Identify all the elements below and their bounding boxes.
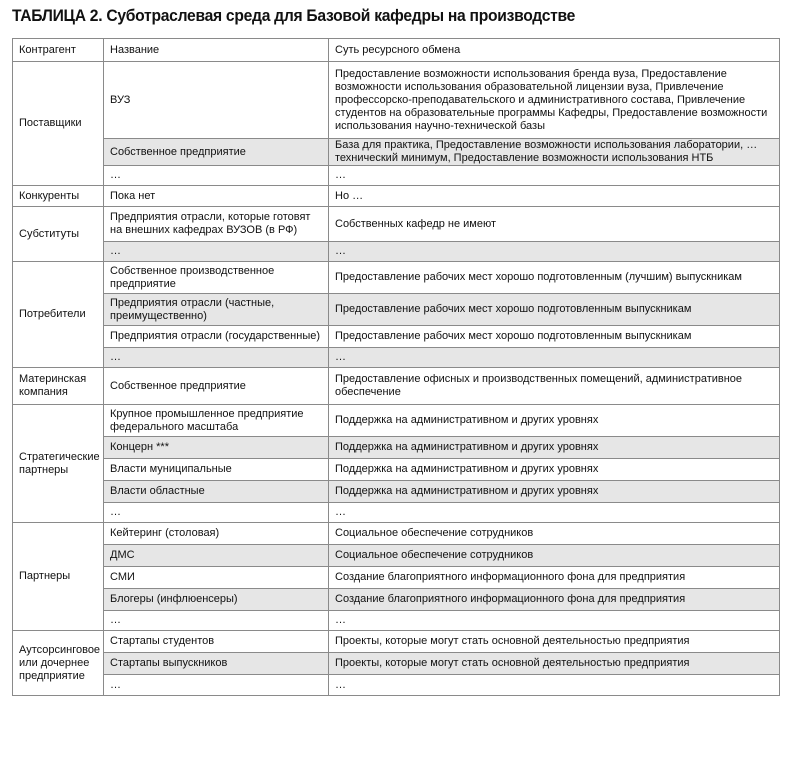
name-cell: … — [104, 503, 329, 523]
resource-exchange-cell: Предоставление рабочих мест хорошо подготовленным выпускникам — [329, 326, 780, 348]
resource-exchange-cell: Предоставление рабочих мест хорошо подготовленным (лучшим) выпускникам — [329, 262, 780, 294]
resource-exchange-cell: Предоставление возможности использования бренда вуза, Предоставление возможности использования образовательной лицензии вуза, Привлечение профессорско-преподавательского и административного состава, Привлечение студентов на образовательные программы Кафедры, Предоставление возможности использования научно-технической базы — [329, 62, 780, 139]
table-row — [13, 242, 780, 262]
table-row — [13, 675, 780, 696]
resource-exchange-cell: … — [329, 166, 780, 186]
header-counterparty: Контрагент — [13, 39, 104, 62]
name-cell: Власти областные — [104, 481, 329, 503]
name-cell: … — [104, 611, 329, 631]
counterparty-cell: Потребители — [13, 262, 104, 368]
table-row — [13, 589, 780, 611]
counterparty-cell: Аутсорсинговое или дочернее предприятие — [13, 631, 104, 696]
table-row — [13, 631, 780, 653]
name-cell: СМИ — [104, 567, 329, 589]
table-row — [13, 294, 780, 326]
resource-exchange-cell: Поддержка на административном и других уровнях — [329, 481, 780, 503]
name-cell: Пока нет — [104, 186, 329, 207]
resource-exchange-cell: … — [329, 611, 780, 631]
table-row — [13, 207, 780, 242]
name-cell: … — [104, 675, 329, 696]
resource-exchange-cell: Проекты, которые могут стать основной деятельностью предприятия — [329, 631, 780, 653]
table-row — [13, 459, 780, 481]
resource-exchange-cell: Поддержка на административном и других уровнях — [329, 459, 780, 481]
name-cell: Стартапы студентов — [104, 631, 329, 653]
name-cell: Блогеры (инфлюенсеры) — [104, 589, 329, 611]
table-row — [13, 545, 780, 567]
table-row — [13, 503, 780, 523]
name-cell: Собственное предприятие — [104, 368, 329, 405]
table-row — [13, 186, 780, 207]
name-cell: Власти муниципальные — [104, 459, 329, 481]
table-row — [13, 348, 780, 368]
table-row — [13, 166, 780, 186]
name-cell: Собственное производственное предприятие — [104, 262, 329, 294]
resource-exchange-cell: Создание благоприятного информационного фона для предприятия — [329, 589, 780, 611]
counterparty-cell: Партнеры — [13, 523, 104, 631]
table-row — [13, 523, 780, 545]
counterparty-cell: Поставщики — [13, 62, 104, 186]
resource-exchange-cell: … — [329, 503, 780, 523]
header-row — [13, 39, 780, 62]
name-cell: Стартапы выпускников — [104, 653, 329, 675]
resource-exchange-cell: Социальное обеспечение сотрудников — [329, 523, 780, 545]
name-cell: … — [104, 348, 329, 368]
name-cell: ДМС — [104, 545, 329, 567]
environment-table — [12, 38, 780, 696]
name-cell: Предприятия отрасли, которые готовят на внешних кафедрах ВУЗОВ (в РФ) — [104, 207, 329, 242]
resource-exchange-cell: Поддержка на административном и других уровнях — [329, 405, 780, 437]
resource-exchange-cell: … — [329, 675, 780, 696]
table-row — [13, 368, 780, 405]
resource-exchange-cell: Предоставление офисных и производственных помещений, административное обеспечение — [329, 368, 780, 405]
table-title: ТАБЛИЦА 2. Суботраслевая среда для Базовой кафедры на производстве — [12, 6, 576, 25]
resource-exchange-cell: Собственных кафедр не имеют — [329, 207, 780, 242]
table-row — [13, 567, 780, 589]
header-resource-exchange: Суть ресурсного обмена — [329, 39, 780, 62]
table-row — [13, 139, 780, 166]
name-cell: Крупное промышленное предприятие федерального масштаба — [104, 405, 329, 437]
resource-exchange-cell: … — [329, 242, 780, 262]
counterparty-cell: Стратегические партнеры — [13, 405, 104, 523]
header-name: Название — [104, 39, 329, 62]
table-row — [13, 437, 780, 459]
resource-exchange-cell: Предоставление рабочих мест хорошо подготовленным выпускникам — [329, 294, 780, 326]
name-cell: … — [104, 166, 329, 186]
table-row — [13, 326, 780, 348]
table-row — [13, 405, 780, 437]
name-cell: Предприятия отрасли (государственные) — [104, 326, 329, 348]
resource-exchange-cell: Проекты, которые могут стать основной деятельностью предприятия — [329, 653, 780, 675]
table-body — [13, 62, 780, 696]
counterparty-cell: Конкуренты — [13, 186, 104, 207]
counterparty-cell: Материнская компания — [13, 368, 104, 405]
name-cell: Собственное предприятие — [104, 139, 329, 166]
resource-exchange-cell: … — [329, 348, 780, 368]
table-row — [13, 62, 780, 139]
resource-exchange-cell: Создание благоприятного информационного фона для предприятия — [329, 567, 780, 589]
name-cell: Концерн *** — [104, 437, 329, 459]
table-row — [13, 481, 780, 503]
name-cell: Кейтеринг (столовая) — [104, 523, 329, 545]
table-row — [13, 653, 780, 675]
name-cell: … — [104, 242, 329, 262]
table-row — [13, 262, 780, 294]
name-cell: Предприятия отрасли (частные, преимущественно) — [104, 294, 329, 326]
resource-exchange-cell: Социальное обеспечение сотрудников — [329, 545, 780, 567]
name-cell: ВУЗ — [104, 62, 329, 139]
resource-exchange-cell: Но … — [329, 186, 780, 207]
table-row — [13, 611, 780, 631]
resource-exchange-cell: Поддержка на административном и других уровнях — [329, 437, 780, 459]
resource-exchange-cell: База для практика, Предоставление возможности использования лаборатории, … технический минимум, Предоставление возможности использования НТБ — [329, 139, 780, 166]
counterparty-cell: Субституты — [13, 207, 104, 262]
